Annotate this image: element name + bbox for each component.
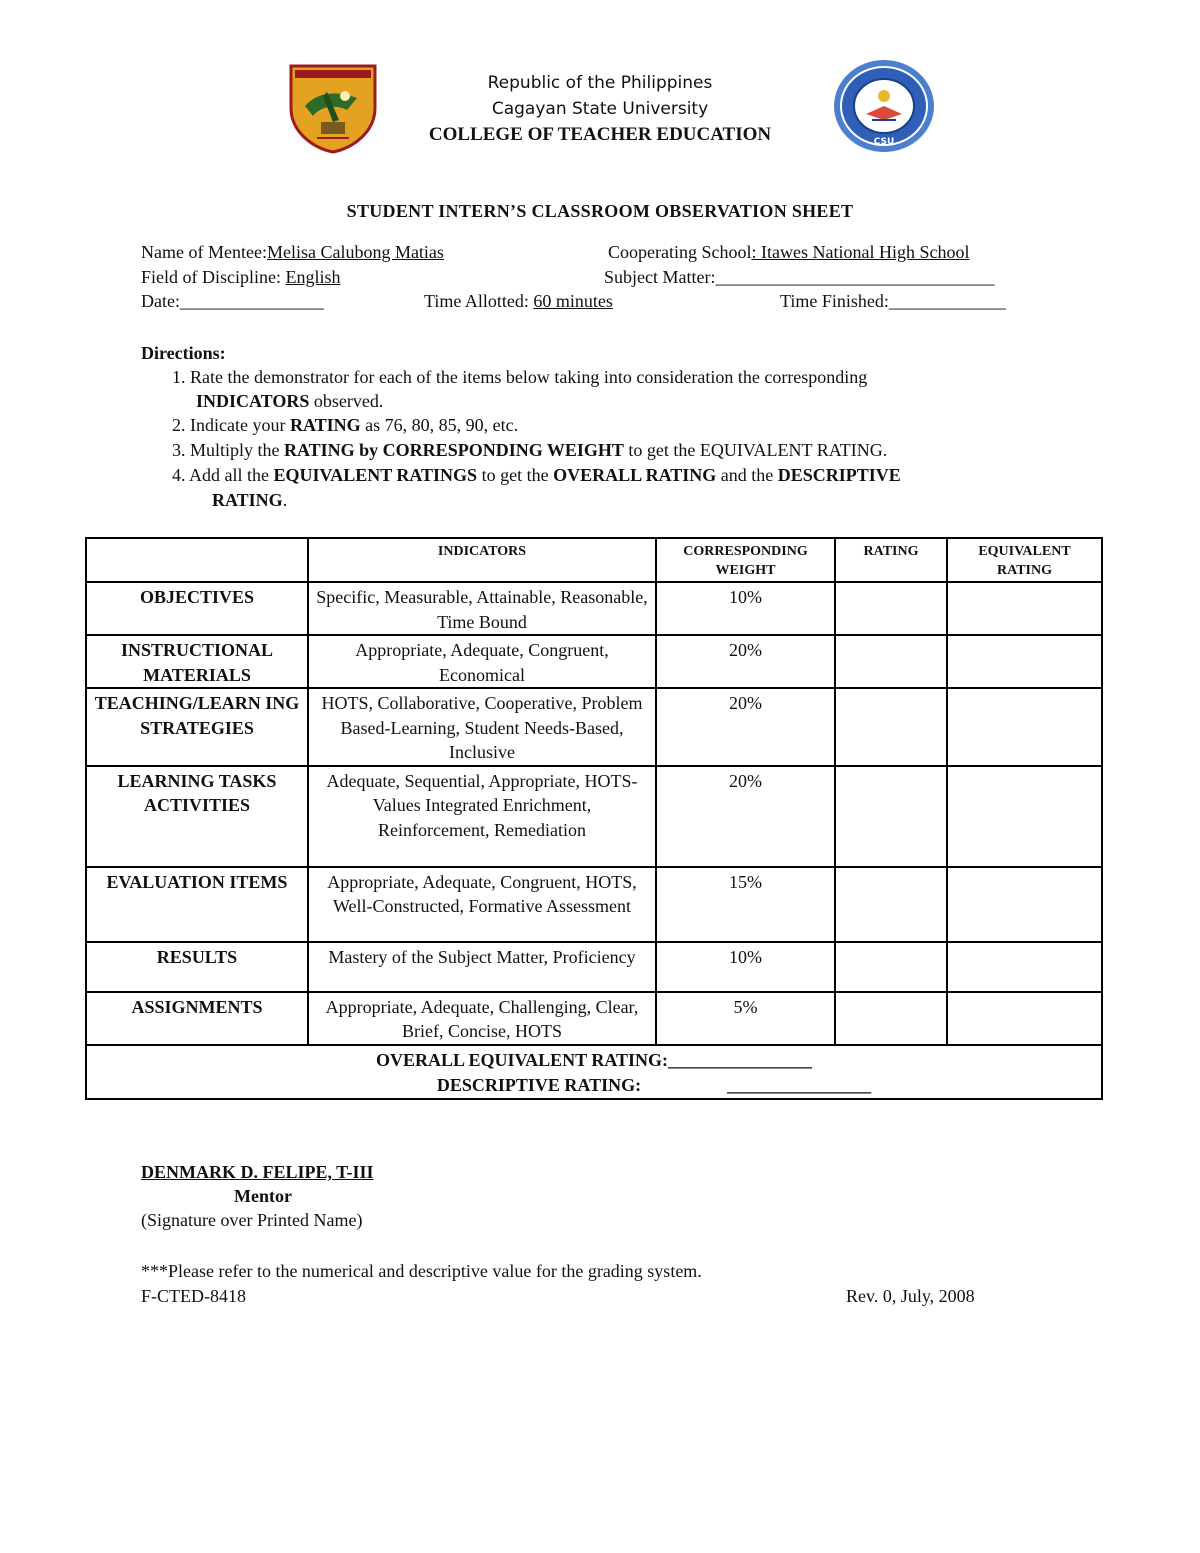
equivalent-rating-cell[interactable] [947, 766, 1102, 867]
time-allotted-value: 60 minutes [533, 291, 613, 311]
table-row [86, 582, 1102, 635]
discipline-label: Field of Discipline: [141, 267, 286, 287]
indicators-cell: Mastery of the Subject Matter, Proficiency [308, 942, 656, 992]
equivalent-rating-cell[interactable] [947, 582, 1102, 635]
rating-cell[interactable] [835, 867, 947, 942]
table-header-row [86, 538, 1102, 582]
equivalent-rating-cell[interactable] [947, 867, 1102, 942]
date-field [141, 291, 324, 312]
direction-item-1 [172, 367, 867, 388]
direction-item-3 [172, 440, 887, 461]
time-finished-label: Time Finished: [780, 291, 889, 311]
direction-item-2 [172, 415, 518, 436]
revision-label: Rev. 0, July, 2008 [846, 1286, 975, 1306]
direction-1-bold: INDICATORS [196, 391, 310, 411]
weight-cell: 15% [656, 867, 835, 942]
direction-item-1-cont [196, 391, 383, 412]
direction-2-text-cont: as 76, 80, 85, 90, etc. [360, 415, 519, 435]
header-weight: CORRESPONDING WEIGHT [656, 538, 835, 582]
table-row [86, 942, 1102, 992]
indicators-cell: Appropriate, Adequate, Congruent, HOTS, Well-Constructed, Formative Assessment [308, 867, 656, 942]
criterion-cell: INSTRUCTIONAL MATERIALS [86, 635, 308, 688]
criterion-cell: OBJECTIVES [86, 582, 308, 635]
criterion-cell: ASSIGNMENTS [86, 992, 308, 1045]
signature-caption: (Signature over Printed Name) [141, 1210, 363, 1230]
indicators-cell: Appropriate, Adequate, Congruent, Economical [308, 635, 656, 688]
cooperating-school-field [608, 242, 969, 263]
mentor-name: DENMARK D. FELIPE, T-III [141, 1162, 374, 1182]
subject-blank: _______________________________ [715, 267, 995, 287]
date-label: Date: [141, 291, 180, 311]
grading-note: ***Please refer to the numerical and descriptive value for the grading system. [141, 1261, 702, 1281]
table-row [86, 766, 1102, 867]
equivalent-rating-cell[interactable] [947, 635, 1102, 688]
mentee-field [141, 242, 444, 263]
date-blank: ________________ [179, 291, 324, 311]
direction-3-text: 3. Multiply the [172, 440, 284, 460]
header-equivalent-rating: EQUIVALENT RATING [947, 538, 1102, 582]
direction-item-4 [172, 465, 901, 486]
indicators-cell: Specific, Measurable, Attainable, Reasonable, Time Bound [308, 582, 656, 635]
weight-cell: 20% [656, 688, 835, 766]
weight-cell: 20% [656, 766, 835, 867]
direction-3-text-cont: to get the EQUIVALENT RATING. [623, 440, 888, 460]
rating-cell[interactable] [835, 582, 947, 635]
direction-item-4-cont [212, 490, 287, 511]
mentee-label: Name of Mentee: [141, 242, 267, 262]
direction-4-text-b: to get the [477, 465, 554, 485]
school-value: : Itawes National High School [751, 242, 970, 262]
direction-4-period: . [282, 490, 288, 510]
university-line: Cagayan State University [491, 99, 709, 119]
republic-line: Republic of the Philippines [487, 73, 713, 93]
indicators-cell: Appropriate, Adequate, Challenging, Clear, Brief, Concise, HOTS [308, 992, 656, 1045]
indicators-cell: Adequate, Sequential, Appropriate, HOTS-Values Integrated Enrichment, Reinforcement, Remediation [308, 766, 656, 867]
weight-cell: 5% [656, 992, 835, 1045]
rating-cell[interactable] [835, 635, 947, 688]
indicators-cell: HOTS, Collaborative, Cooperative, Problem Based-Learning, Student Needs-Based, Inclusive [308, 688, 656, 766]
school-label: Cooperating School [608, 242, 752, 262]
form-code: F-CTED-8418 [141, 1286, 246, 1306]
descriptive-rating [213, 1073, 1095, 1098]
header-indicators: INDICATORS [308, 538, 656, 582]
direction-4-bold-1: EQUIVALENT RATINGS [273, 465, 478, 485]
criterion-cell: RESULTS [86, 942, 308, 992]
observation-table [85, 537, 1103, 1100]
direction-1-text-cont: observed. [309, 391, 384, 411]
header-criterion [86, 538, 308, 582]
weight-cell: 20% [656, 635, 835, 688]
direction-4-text-c: and the [716, 465, 778, 485]
subject-matter-field [604, 267, 994, 288]
time-allotted-label: Time Allotted: [424, 291, 534, 311]
direction-3-bold: RATING by CORRESPONDING WEIGHT [284, 440, 624, 460]
table-summary-row [86, 1045, 1102, 1099]
direction-2-bold: RATING [289, 415, 361, 435]
discipline-value: English [285, 267, 341, 287]
svg-text:CSU: CSU [873, 137, 895, 147]
table-row [86, 688, 1102, 766]
equivalent-rating-cell[interactable] [947, 992, 1102, 1045]
weight-cell: 10% [656, 582, 835, 635]
criterion-cell: TEACHING/LEARN ING STRATEGIES [86, 688, 308, 766]
overall-equivalent-rating: OVERALL EQUIVALENT RATING:________________ [375, 1049, 813, 1070]
table-row [86, 867, 1102, 942]
time-allotted-field [424, 291, 613, 312]
rating-cell[interactable] [835, 992, 947, 1045]
table-row [86, 635, 1102, 688]
weight-cell: 10% [656, 942, 835, 992]
criterion-cell: EVALUATION ITEMS [86, 867, 308, 942]
descriptive-rating-label: DESCRIPTIVE RATING: [436, 1074, 642, 1095]
direction-1-text: Rate the demonstrator for each of the items below taking into consideration the corresponding [185, 367, 868, 387]
rating-cell[interactable] [835, 688, 947, 766]
criterion-cell: LEARNING TASKS ACTIVITIES [86, 766, 308, 867]
direction-4-text: 4. Add all the [172, 465, 274, 485]
mentee-value: Melisa Calubong Matias [266, 242, 444, 262]
direction-4-bold-2: OVERALL RATING [553, 465, 717, 485]
descriptive-rating-blank: ________________ [727, 1074, 872, 1095]
rating-cell[interactable] [835, 766, 947, 867]
direction-4-bold-4: RATING [212, 490, 283, 510]
equivalent-rating-cell[interactable] [947, 942, 1102, 992]
college-line: COLLEGE OF TEACHER EDUCATION [428, 124, 772, 145]
page-title: STUDENT INTERN’S CLASSROOM OBSERVATION SHEET [346, 201, 854, 221]
time-finished-field [780, 291, 1006, 312]
direction-2-text: 2. Indicate your [172, 415, 290, 435]
directions-heading: Directions: [141, 343, 226, 363]
equivalent-rating-cell[interactable] [947, 688, 1102, 766]
subject-label: Subject Matter: [604, 267, 716, 287]
table-row [86, 992, 1102, 1045]
direction-4-bold-3: DESCRIPTIVE [777, 465, 901, 485]
time-finished-blank: _____________ [888, 291, 1006, 311]
rating-cell[interactable] [835, 942, 947, 992]
direction-1-number: 1. [172, 367, 186, 387]
header-rating: RATING [835, 538, 947, 582]
discipline-field [141, 267, 341, 288]
mentor-role: Mentor [234, 1186, 292, 1206]
summary-cell [86, 1045, 1102, 1099]
